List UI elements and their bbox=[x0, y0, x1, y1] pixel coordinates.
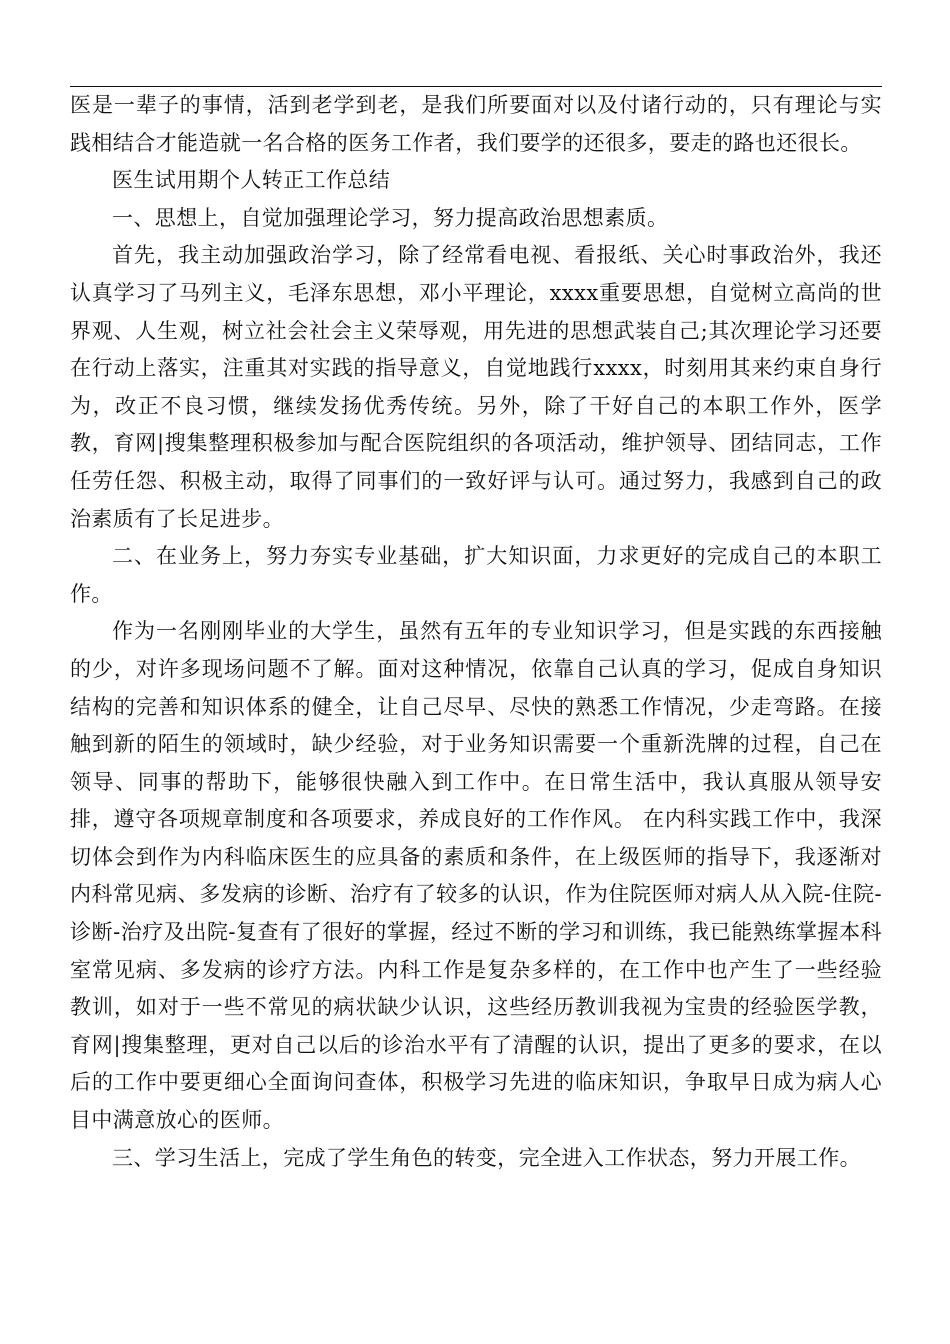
section-heading-2: 二、在业务上，努力夯实专业基础，扩大知识面，力求更好的完成自己的本职工作。 bbox=[70, 544, 882, 606]
document-page bbox=[70, 86, 882, 1177]
paragraph-continuation: 医是一辈子的事情，活到老学到老，是我们所要面对以及付诸行动的，只有理论与实践相结合才能造就一名合格的医务工作者，我们要学的还很多，要走的路也还很长。 bbox=[70, 93, 882, 155]
section-heading-3: 三、学习生活上，完成了学生角色的转变，完全进入工作状态，努力开展工作。 bbox=[112, 1145, 861, 1170]
paragraph-political-study: 首先，我主动加强政治学习，除了经常看电视、看报纸、关心时事政治外，我还认真学习了马列主义，毛泽东思想，邓小平理论，xxxx重要思想，自觉树立高尚的世界观、人生观，树立社会社会主义荣辱观，用先进的思想武装自己;其次理论学习还要在行动上落实，注重其对实践的指导意义，自觉地践行xxxx，时刻用其来约束自身行为，改正不良习惯，继续发扬优秀传统。另外，除了干好自己的本职工作外，医学教，育网|搜集整理积极参加与配合医院组织的各项活动，维护领导、团结同志，工作任劳任怨、积极主动，取得了同事们的一致好评与认可。通过努力，我感到自己的政治素质有了长足进步。 bbox=[70, 243, 882, 531]
paragraph-professional-work: 作为一名刚刚毕业的大学生，虽然有五年的专业知识学习，但是实践的东西接触的少，对许多现场问题不了解。面对这种情况，依靠自己认真的学习，促成自身知识结构的完善和知识体系的健全，让自己尽早、尽快的熟悉工作情况，少走弯路。在接触到新的陌生的领域时，缺少经验，对于业务知识需要一个重新洗牌的过程，自己在领导、同事的帮助下，能够很快融入到工作中。在日常生活中，我认真服从领导安排，遵守各项规章制度和各项要求，养成良好的工作作风。 在内科实践工作中，我深切体会到作为内科临床医生的应具备的素质和条件，在上级医师的指导下，我逐渐对内科常见病、多发病的诊断、治疗有了较多的认识，作为住院医师对病人从入院-住院-诊断-治疗及出院-复查有了很好的掌握，经过不断的学习和训练，我已能熟练掌握本科室常见病、多发病的诊疗方法。内科工作是复杂多样的，在工作中也产生了一些经验教训，如对于一些不常见的病状缺少认识，这些经历教训我视为宝贵的经验医学教，育网|搜集整理，更对自己以后的诊治水平有了清醒的认识，提出了更多的要求，在以后的工作中要更细心全面询问查体，积极学习先进的临床知识，争取早日成为病人心目中满意放心的医师。 bbox=[70, 619, 882, 1133]
section-heading-1: 一、思想上，自觉加强理论学习，努力提高政治思想素质。 bbox=[112, 205, 669, 230]
document-title: 医生试用期个人转正工作总结 bbox=[112, 168, 391, 193]
